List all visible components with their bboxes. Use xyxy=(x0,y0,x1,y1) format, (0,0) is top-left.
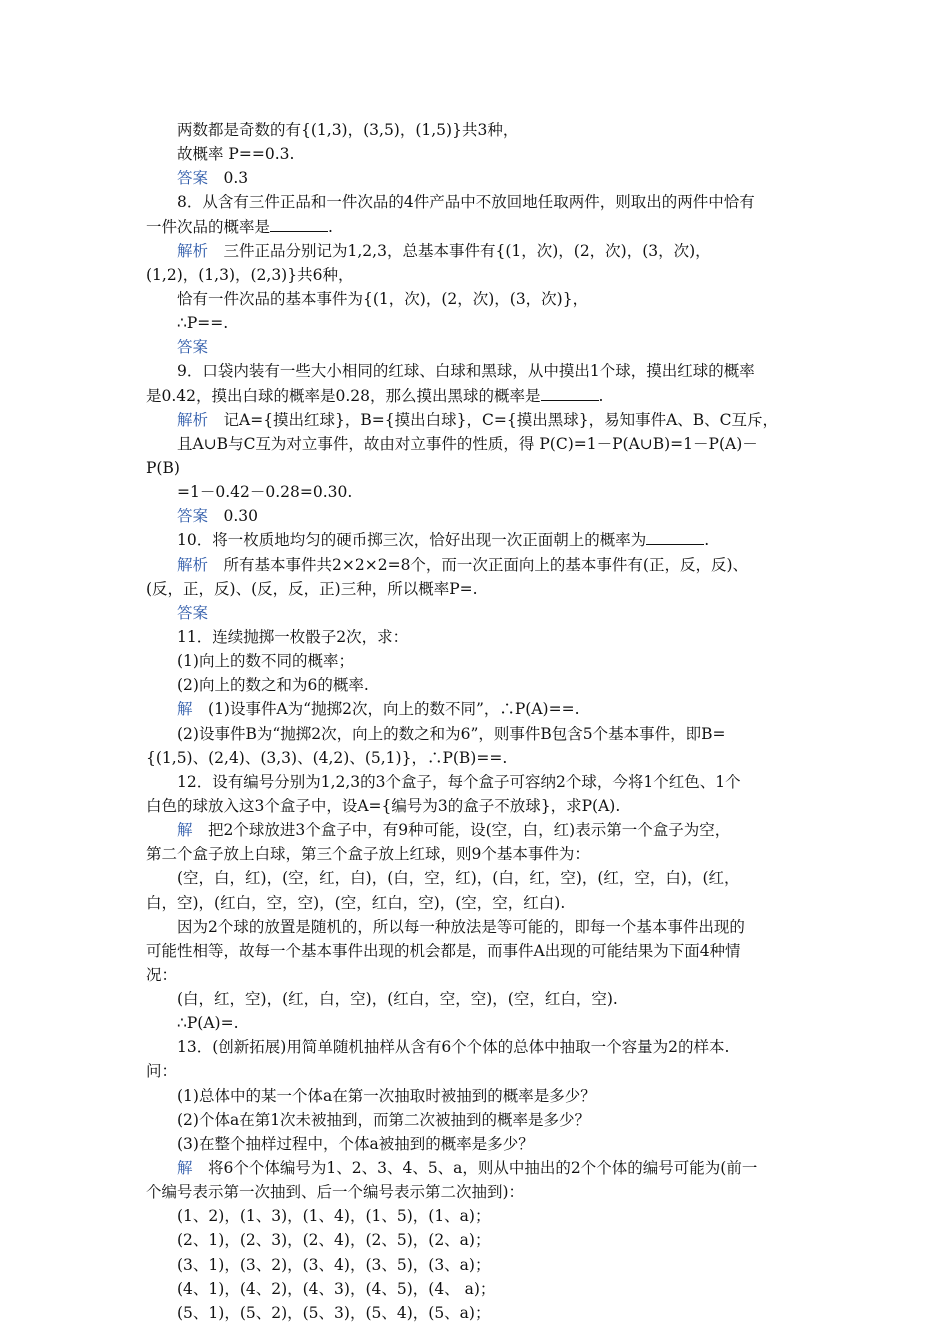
line-text: (1)总体中的某一个体a在第一次抽取时被抽到的概率是多少？ xyxy=(177,1086,596,1105)
line-text: (4、1)，(4、2)，(4、3)，(4、5)，(4、 a)； xyxy=(177,1279,496,1298)
line-text: (2)向上的数之和为6的概率. xyxy=(177,676,369,695)
text-line xyxy=(146,1108,810,1132)
line-text: 所有基本事件共2×2×2=8个，而一次正面向上的基本事件有(正，反，反)、 xyxy=(208,555,749,574)
line-text: 故概率 P==0.3. xyxy=(177,145,295,164)
text-line xyxy=(146,649,810,673)
text-line xyxy=(146,408,810,432)
answer-label: 解析 xyxy=(177,241,209,260)
line-text: (空，白，红)，(空，红，白)，(白，空，红)，(白，红，空)，(红，空，白)，(红， xyxy=(177,869,740,888)
line-text: P(B) xyxy=(146,458,180,477)
answer-label: 答案 xyxy=(177,338,209,357)
answer-label: 答案 xyxy=(177,507,209,526)
text-line xyxy=(146,577,810,601)
text-line xyxy=(146,118,810,142)
text-line xyxy=(146,1277,810,1301)
line-text: (1,2)，(1,3)，(2,3)}共6种， xyxy=(146,265,354,284)
text-line xyxy=(146,987,810,1011)
line-text: (反，正，反)、(反，反，正)三种，所以概率P=. xyxy=(146,579,478,598)
line-text: 记A={摸出红球}，B={摸出白球}，C={摸出黑球}，易知事件A、B、C互斥， xyxy=(208,410,779,429)
line-text: 0.30 xyxy=(208,507,259,526)
text-line xyxy=(146,963,810,987)
line-text: =1－0.42－0.28=0.30. xyxy=(177,483,353,502)
line-text: 将6个个体编号为1、2、3、4、5、a，则从中抽出的2个个体的编号可能为(前一 xyxy=(192,1159,758,1178)
answer-blank xyxy=(646,530,704,545)
line-text: (5、1)，(5、2)，(5、3)，(5、4)，(5、a)； xyxy=(177,1303,491,1322)
line-text: {(1,5)、(2,4)、(3,3)、(4,2)、(5,1)}，∴P(B)==. xyxy=(146,748,508,767)
text-line xyxy=(146,504,810,528)
text-line xyxy=(146,722,810,746)
line-text: 11．连续抛掷一枚骰子2次，求： xyxy=(177,627,409,646)
answer-label: 解 xyxy=(177,821,193,840)
line-text: (3、1)，(3、2)，(3、4)，(3、5)，(3、a)； xyxy=(177,1255,491,1274)
text-line xyxy=(146,166,810,190)
text-line xyxy=(146,1228,810,1252)
line-tail: . xyxy=(598,386,604,405)
line-text: 第二个盒子放上白球，第三个盒子放上红球，则9个基本事件为： xyxy=(146,845,590,864)
text-line xyxy=(146,746,810,770)
line-text: 白，空)，(红白，空，空)，(空，红白，空)，(空，空，红白). xyxy=(146,893,566,912)
text-line xyxy=(146,456,810,480)
text-line xyxy=(146,142,810,166)
line-text: 0.3 xyxy=(208,169,249,188)
line-text: (2、1)，(2、3)，(2、4)，(2、5)，(2、a)； xyxy=(177,1231,491,1250)
line-text: 因为2个球的放置是随机的，所以每一种放法是等可能的，即每一个基本事件出现的 xyxy=(177,917,745,936)
line-text: 个编号表示第一次抽到、后一个编号表示第二次抽到)： xyxy=(146,1183,525,1202)
line-text: (3)在整个抽样过程中，个体a被抽到的概率是多少？ xyxy=(177,1134,534,1153)
line-text: 问： xyxy=(146,1062,178,1081)
answer-label: 解析 xyxy=(177,410,209,429)
line-text: 一件次品的概率是 xyxy=(146,217,271,236)
answer-label: 解析 xyxy=(177,555,209,574)
answer-blank xyxy=(541,386,599,401)
line-text: (1)设事件A为“抛掷2次，向上的数不同”，∴P(A)==. xyxy=(192,700,580,719)
answer-label: 答案 xyxy=(177,603,209,622)
line-tail: . xyxy=(704,531,710,550)
text-line xyxy=(146,335,810,359)
text-line xyxy=(146,1132,810,1156)
line-text: 9．口袋内装有一些大小相同的红球、白球和黑球，从中摸出1个球，摸出红球的概率 xyxy=(177,362,755,381)
text-line xyxy=(146,528,810,552)
document-body xyxy=(146,118,810,1325)
text-line xyxy=(146,866,810,890)
line-text: 且A∪B与C互为对立事件，故由对立事件的性质，得 P(C)=1－P(A∪B)=1－P(A)－ xyxy=(177,434,758,453)
line-text: 可能性相等，故每一个基本事件出现的机会都是，而事件A出现的可能结果为下面4种情 xyxy=(146,941,741,960)
answer-label: 解 xyxy=(177,1159,193,1178)
line-text: (2)个体a在第1次未被抽到，而第二次被抽到的概率是多少？ xyxy=(177,1110,591,1129)
text-line xyxy=(146,359,810,383)
text-line xyxy=(146,625,810,649)
line-text: 况： xyxy=(146,965,178,984)
line-text: 白色的球放入这3个盒子中，设A={编号为3的盒子不放球}，求P(A). xyxy=(146,796,621,815)
text-line xyxy=(146,818,810,842)
text-line xyxy=(146,1035,810,1059)
line-text: ∴P==. xyxy=(177,314,229,333)
text-line xyxy=(146,1011,810,1035)
text-line xyxy=(146,311,810,335)
text-line xyxy=(146,891,810,915)
text-line xyxy=(146,697,810,721)
text-line xyxy=(146,263,810,287)
text-line xyxy=(146,1156,810,1180)
line-text: 三件正品分别记为1,2,3，总基本事件有{(1，次)，(2，次)，(3，次)， xyxy=(208,241,711,260)
text-line xyxy=(146,239,810,263)
line-text: 恰有一件次品的基本事件为{(1，次)，(2，次)，(3，次)}， xyxy=(177,289,589,308)
line-text: 10．将一枚质地均匀的硬币掷三次，恰好出现一次正面朝上的概率为 xyxy=(177,531,647,550)
line-text: 把2个球放进3个盒子中，有9种可能，设(空，白，红)表示第一个盒子为空， xyxy=(192,821,731,840)
text-line xyxy=(146,190,810,214)
text-line xyxy=(146,432,810,456)
text-line xyxy=(146,384,810,408)
text-line xyxy=(146,939,810,963)
text-line xyxy=(146,1180,810,1204)
text-line xyxy=(146,1059,810,1083)
line-text: 两数都是奇数的有{(1,3)，(3,5)，(1,5)}共3种， xyxy=(177,121,519,139)
text-line xyxy=(146,673,810,697)
line-text: 12．设有编号分别为1,2,3的3个盒子，每个盒子可容纳2个球，今将1个红色、1个 xyxy=(177,772,741,791)
text-line xyxy=(146,480,810,504)
answer-blank xyxy=(270,217,328,232)
line-text: 是0.42，摸出白球的概率是0.28，那么摸出黑球的概率是 xyxy=(146,386,541,405)
text-line xyxy=(146,1253,810,1277)
text-line xyxy=(146,794,810,818)
line-text: 8．从含有三件正品和一件次品的4件产品中不放回地任取两件，则取出的两件中恰有 xyxy=(177,193,755,212)
text-line xyxy=(146,770,810,794)
line-text: (白，红，空)，(红，白，空)，(红白，空，空)，(空，红白，空). xyxy=(177,990,618,1009)
line-text: 13．(创新拓展)用简单随机抽样从含有6个个体的总体中抽取一个容量为2的样本. xyxy=(177,1038,730,1057)
line-tail: . xyxy=(328,217,333,236)
text-line xyxy=(146,1301,810,1325)
answer-label: 解 xyxy=(177,700,193,719)
answer-label: 答案 xyxy=(177,169,209,188)
line-text: ∴P(A)=. xyxy=(177,1014,239,1033)
text-line xyxy=(146,287,810,311)
text-line xyxy=(146,842,810,866)
line-text: (1、2)，(1、3)，(1、4)，(1、5)，(1、a)； xyxy=(177,1207,491,1226)
text-line xyxy=(146,1204,810,1228)
text-line xyxy=(146,915,810,939)
text-line xyxy=(146,601,810,625)
text-line xyxy=(146,215,810,239)
text-line xyxy=(146,1084,810,1108)
line-text: (1)向上的数不同的概率； xyxy=(177,652,354,671)
line-text: (2)设事件B为“抛掷2次，向上的数之和为6”，则事件B包含5个基本事件，即B= xyxy=(177,724,726,743)
text-line xyxy=(146,553,810,577)
